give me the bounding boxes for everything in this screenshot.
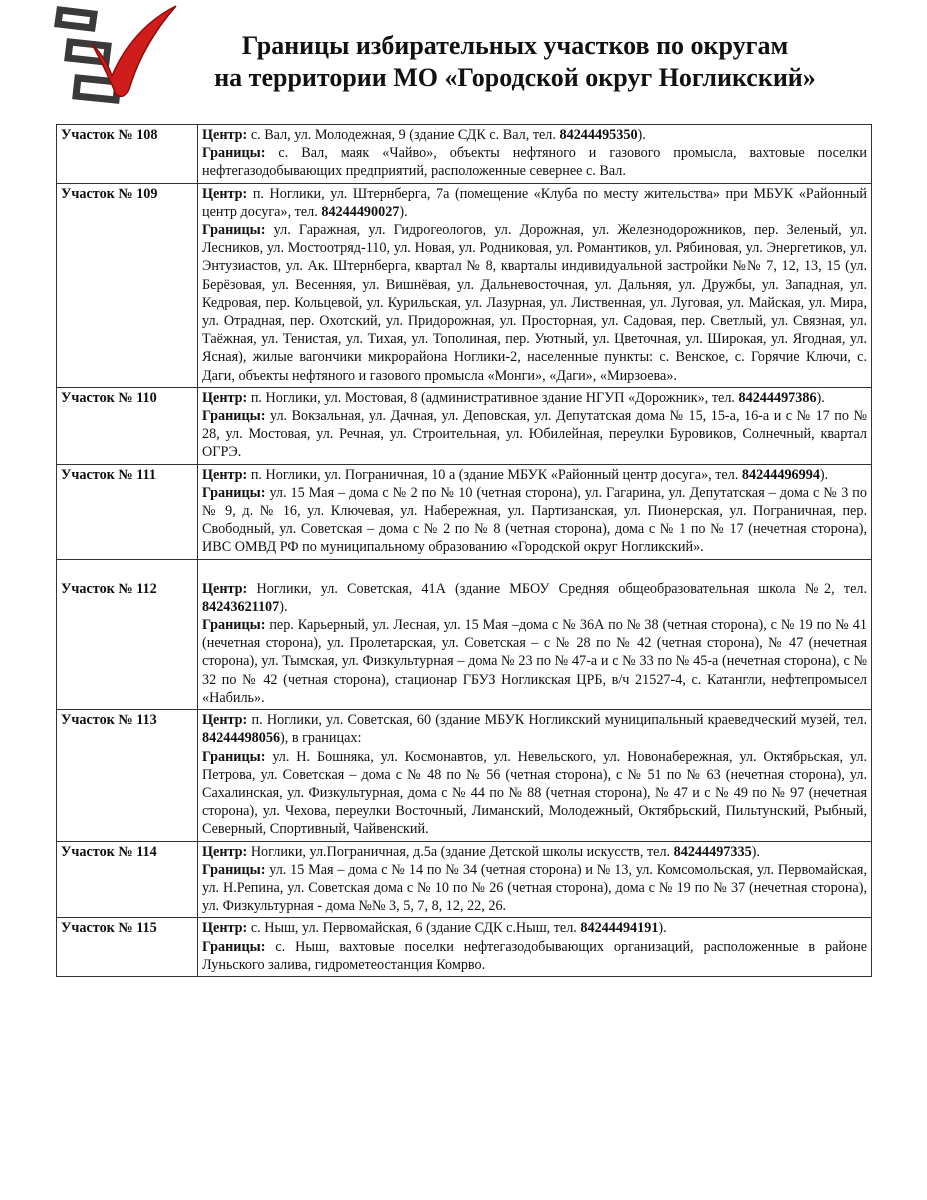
center-address: п. Ноглики, ул. Штернберга, 7а (помещение «Клуба по месту жительства» при МБУК «Районный центр досуга», тел. bbox=[202, 185, 867, 220]
borders-label: Границы: bbox=[202, 145, 266, 162]
precinct-name: Участок № 115 bbox=[57, 918, 198, 977]
table-row bbox=[57, 710, 872, 841]
center-address: п. Ноглики, ул. Мостовая, 8 (административное здание НГУП «Дорожник», тел. bbox=[250, 389, 735, 406]
precinct-center bbox=[202, 126, 867, 144]
table-row bbox=[57, 918, 872, 977]
borders-label: Границы: bbox=[202, 938, 266, 955]
precinct-borders bbox=[202, 407, 867, 462]
center-address: п. Ноглики, ул. Пограничная, 10 а (здание МБУК «Районный центр досуга», тел. bbox=[250, 466, 739, 483]
precinct-name: Участок № 110 bbox=[57, 387, 198, 464]
borders-label: Границы: bbox=[202, 484, 266, 501]
precinct-center bbox=[202, 919, 867, 937]
precinct-borders bbox=[202, 616, 867, 707]
borders-label: Границы: bbox=[202, 861, 266, 878]
center-suffix: ), в границах: bbox=[280, 730, 362, 747]
phone-number: 84244497335 bbox=[673, 843, 752, 860]
precinct-center bbox=[202, 185, 867, 221]
center-label: Центр: bbox=[202, 185, 248, 202]
precinct-name: Участок № 114 bbox=[57, 841, 198, 918]
center-suffix: ). bbox=[816, 389, 825, 406]
center-label: Центр: bbox=[202, 580, 248, 597]
table-row bbox=[57, 464, 872, 559]
precinct-details bbox=[198, 559, 872, 709]
precinct-borders bbox=[202, 938, 867, 974]
precinct-name: Участок № 108 bbox=[57, 125, 198, 184]
precinct-details bbox=[198, 125, 872, 184]
center-label: Центр: bbox=[202, 712, 248, 729]
center-suffix: ). bbox=[658, 920, 667, 937]
precinct-details bbox=[198, 387, 872, 464]
borders-label: Границы: bbox=[202, 222, 266, 239]
precinct-center bbox=[202, 843, 867, 861]
precinct-details bbox=[198, 841, 872, 918]
center-label: Центр: bbox=[202, 920, 248, 937]
precinct-details bbox=[198, 918, 872, 977]
borders-text: пер. Карьерный, ул. Лесная, ул. 15 Мая –дома с № 36А по № 38 (четная сторона), с № 19 по № 41 (нечетная сторона), ул. Пролетарская, ул. Советская – с № 28 по № 42 (четная сторона), № 47 (нечетная сторона), ул. Тымская, ул. Физкультурная – дома № 23 по № 47-а и с № 33 по № 45-а (нечетная сторона), с № 32 по № 42 (четная сторона), стационар ГБУЗ Ногликская ЦРБ, в/ч 21527-4, с. Катангли, нефтепромысел «Набиль». bbox=[202, 617, 867, 706]
precinct-center bbox=[202, 580, 867, 616]
center-label: Центр: bbox=[202, 127, 248, 143]
title-line-1: Границы избирательных участков по округам bbox=[241, 31, 789, 60]
table-row bbox=[57, 387, 872, 464]
phone-number: 84244498056 bbox=[202, 730, 281, 747]
center-suffix: ). bbox=[819, 466, 829, 483]
center-label: Центр: bbox=[202, 466, 248, 483]
center-address: Ноглики, ул. Советская, 41А (здание МБОУ Средняя общеобразовательная школа №2, тел. bbox=[256, 580, 867, 597]
borders-text: ул. Гаражная, ул. Гидрогеологов, ул. Дорожная, ул. Железнодорожников, пер. Зеленый, ул. Лесников, ул. Мостоотряд-110, ул. Новая, ул. Родниковая, ул. Романтиков, ул. Рябиновая, ул. Энергетиков, ул. Энтузиастов, ул. Ак. Штернберга, квартал № 8, кварталы индивидуальной застройки №№ 7, 12, 13, 15 (ул. Берёзовая, ул. Весенняя, ул. Вишнёвая, ул. Дальневосточная, ул. Дальняя, ул. Дружбы, ул. Западная, ул. Кедровая, пер. Кольцевой, ул. Курильская, ул. Лазурная, ул. Лиственная, ул. Луговая, ул. Майская, ул. Мира, ул. Отрадная, пер. Охотский, ул. Придорожная, ул. Просторная, ул. Садовая, пер. Светлый, ул. Связная, ул. Таёжная, ул. Тенистая, ул. Тихая, ул. Тополиная, пер. Уютный, ул. Цветочная, ул. Широкая, ул. Ягодная, ул. Ясная), жилые вагончики микрорайона Ноглики-2, населенные пункты: с. Венское, с. Горячие Ключи, с. Даги, объекты нефтяного и газового промысла «Монги», «Даги», «Мирзоева». bbox=[202, 222, 867, 384]
center-suffix: ). bbox=[751, 843, 760, 860]
table-row bbox=[57, 841, 872, 918]
center-label: Центр: bbox=[202, 389, 248, 406]
precinct-details bbox=[198, 183, 872, 387]
title-line-2: на территории МО «Городской округ Ногликский» bbox=[214, 63, 816, 92]
precinct-center bbox=[202, 711, 867, 747]
precinct-name: Участок № 109 bbox=[57, 183, 198, 387]
precinct-details bbox=[198, 710, 872, 841]
page-header bbox=[0, 0, 927, 120]
page-title bbox=[150, 30, 880, 94]
phone-number: 84244490027 bbox=[321, 203, 400, 220]
borders-label: Границы: bbox=[202, 408, 266, 425]
phone-number: 84244494191 bbox=[580, 920, 659, 937]
phone-number: 84244495350 bbox=[559, 127, 638, 143]
center-suffix: ). bbox=[279, 598, 288, 615]
borders-label: Границы: bbox=[202, 617, 266, 634]
precinct-center bbox=[202, 466, 867, 484]
borders-text: ул. Н. Бошняка, ул. Космонавтов, ул. Невельского, ул. Новонабережная, ул. Октябрьская, ул. Петрова, ул. Советская – дома с № 48 по № 56 (четная сторона), с № 51 по № 63 (нечетная сторона), ул. Сахалинская, ул. Физкультурная, дома с № 44 по № 88 (четная сторона), № 47 и с № 49 по № 97 (нечетная сторона), ул. Чехова, переулки Восточный, Лиманский, Молодежный, Октябрьский, Пильтунский, Рыбный, Северный, Спортивный, Чайвенский. bbox=[202, 748, 867, 838]
center-address: п. Ноглики, ул. Советская, 60 (здание МБУК Ногликский муниципальный краеведческий музей, тел. bbox=[251, 712, 868, 729]
center-suffix: ). bbox=[637, 127, 646, 143]
precinct-borders bbox=[202, 221, 867, 385]
precinct-borders bbox=[202, 861, 867, 916]
precinct-borders bbox=[202, 484, 867, 557]
borders-text: ул. 15 Мая – дома с № 14 по № 34 (четная сторона) и № 13, ул. Комсомольская, ул. Первомайская, ул. Н.Репина, ул. Советская дома с № 10 по № 26 (четная сторона), дома с № 19 по № 37 (нечетная сторона), ул. Физкультурная - дома №№ 3, 5, 7, 8, 12, 22, 26. bbox=[202, 861, 868, 915]
phone-number: 84243621107 bbox=[202, 598, 280, 615]
phone-number: 84244497386 bbox=[738, 389, 817, 406]
phone-number: 84244496994 bbox=[741, 466, 820, 483]
table-row bbox=[57, 125, 872, 184]
borders-text: ул. Вокзальная, ул. Дачная, ул. Деповская, ул. Депутатская дома № 15, 15-а, 16-а и с № 17 по № 28, ул. Мостовая, ул. Речная, ул. Строительная, ул. Юбилейная, переулки Буровиков, Солнечный, квартал ОГРЭ. bbox=[202, 408, 868, 461]
center-address: Ноглики, ул.Пограничная, д.5а (здание Детской школы искусств, тел. bbox=[250, 843, 671, 860]
precinct-borders bbox=[202, 748, 867, 839]
borders-label: Границы: bbox=[202, 748, 266, 765]
precinct-details bbox=[198, 464, 872, 559]
table-row bbox=[57, 183, 872, 387]
precinct-name: Участок № 113 bbox=[57, 710, 198, 841]
precinct-center bbox=[202, 389, 867, 407]
borders-text: с. Вал, маяк «Чайво», объекты нефтяного и газового промысла, вахтовые поселки нефтегазодобывающих предприятий, расположенные севернее с. Вал. bbox=[202, 145, 867, 180]
center-address: с. Вал, ул. Молодежная, 9 (здание СДК с. Вал, тел. bbox=[250, 127, 556, 143]
center-address: с. Ныш, ул. Первомайская, 6 (здание СДК с.Ныш, тел. bbox=[250, 920, 577, 937]
precinct-borders bbox=[202, 144, 867, 180]
borders-text: с. Ныш, вахтовые поселки нефтегазодобывающих организаций, расположенные в районе Луньского залива, гидрометеостанция Комрво. bbox=[202, 938, 867, 973]
center-label: Центр: bbox=[202, 843, 248, 860]
center-suffix: ). bbox=[399, 203, 408, 220]
table-row bbox=[57, 559, 872, 709]
borders-text: ул. 15 Мая – дома с № 2 по № 10 (четная сторона), ул. Гагарина, ул. Депутатская – дома с № 3 по № 9, д. № 16, ул. Ключевая, ул. Набережная, ул. Партизанская, ул. Пионерская, ул. Пограничная, пер. Свободный, ул. Советская – дома с № 2 по № 8 (четная сторона), дома с № 1 по № 17 (нечетная сторона), ИВС ОМВД РФ по муниципальному образованию «Городской округ Ногликский». bbox=[202, 484, 867, 556]
precincts-table bbox=[56, 124, 872, 977]
precinct-name: Участок № 112 bbox=[57, 559, 198, 709]
precinct-name: Участок № 111 bbox=[57, 464, 198, 559]
